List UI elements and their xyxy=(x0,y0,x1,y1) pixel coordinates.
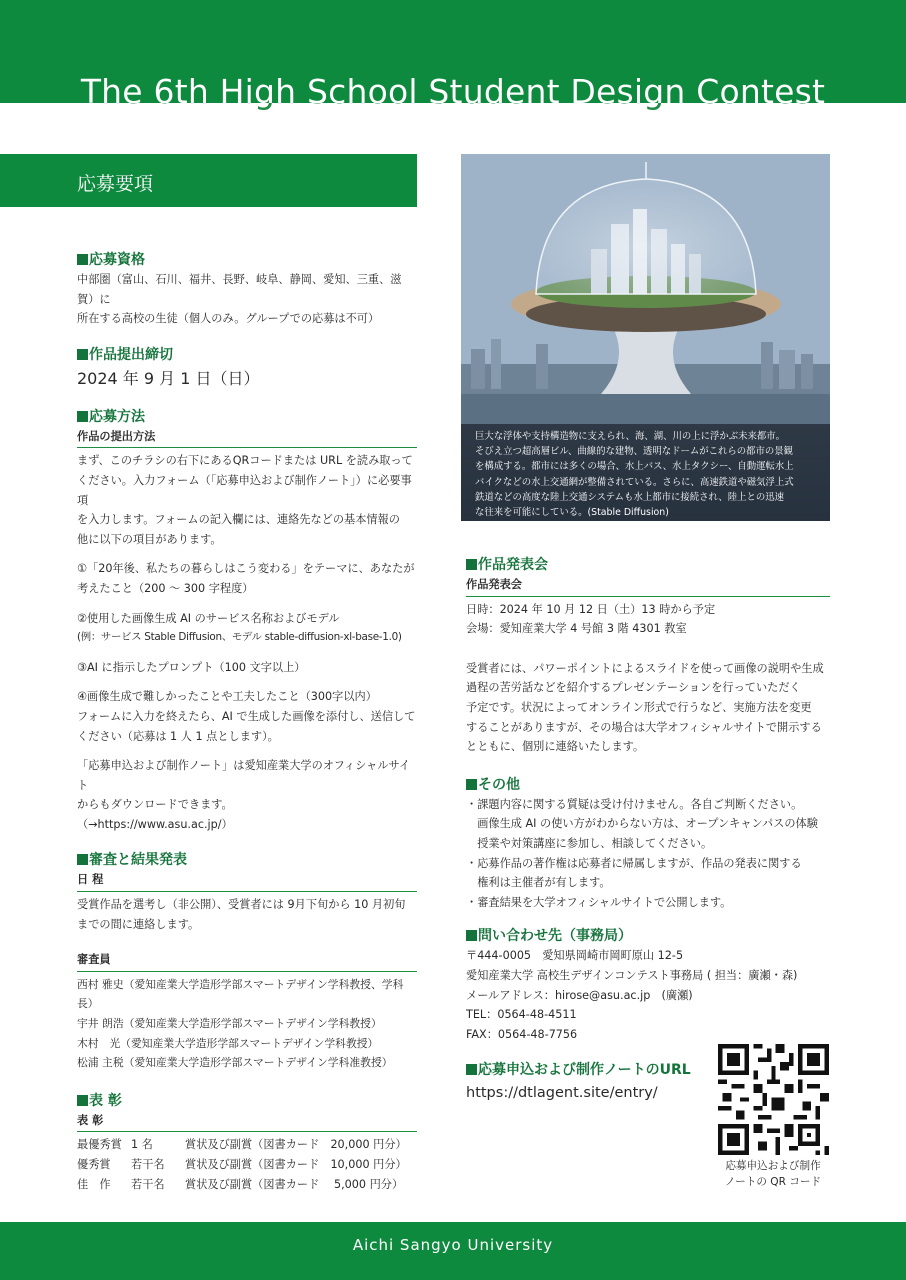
presentation-venue: 会場：愛知産業大学 4 号館 3 階 4301 教室 xyxy=(466,622,687,636)
image-caption-line: を構成する。都市には多くの場合、水上バス、水上タクシー、自動運転水上 xyxy=(475,461,794,473)
award-name: 最優秀賞 xyxy=(77,1138,122,1152)
method-intro-line: を入力します。フォームの記入欄には、連絡先などの基本情報の xyxy=(77,513,400,527)
review-subheading: 日 程 xyxy=(77,870,417,892)
review-heading: 審査と結果発表 xyxy=(77,850,417,870)
judges-label: 審査員 xyxy=(77,950,417,972)
presentation-body: 受賞者には、パワーポイントによるスライドを使って画像の説明や生成 xyxy=(466,661,824,675)
presentation-body: 予定です。状況によってオンライン形式で行うなど、実施方法を変更 xyxy=(466,700,812,714)
presentation-heading: 作品発表会 xyxy=(466,555,830,575)
method-item-4: ください（応募は 1 人 1 点とします）。 xyxy=(77,729,279,743)
award-count: 1 名 xyxy=(131,1138,153,1152)
future-city-illustration xyxy=(461,154,830,424)
contact-line: 〒444-0005 愛知県岡崎市岡町原山 12-5 xyxy=(466,949,684,963)
method-subheading: 作品の提出方法 xyxy=(77,427,417,449)
award-row xyxy=(77,1175,417,1195)
image-caption-line: そびえ立つ超高層ビル、曲線的な建物、透明なドームがこれらの都市の景観 xyxy=(475,446,794,458)
other-item: ・応募作品の著作権は応募者に帰属しますが、作品の発表に関する xyxy=(466,856,802,870)
footer-band xyxy=(0,1222,906,1280)
method-note-link[interactable]: （→https://www.asu.ac.jp/） xyxy=(77,817,233,831)
page-title: The 6th High School Student Design Contest xyxy=(0,70,906,114)
award-row xyxy=(77,1135,417,1155)
award-prize: 賞状及び副賞（図書カード 20,000 円分） xyxy=(185,1138,407,1152)
entry-url-link[interactable]: https://dtlagent.site/entry/ xyxy=(466,1085,658,1102)
presentation-body: 過程の苦労話などを紹介するプレゼンテーションを行っていただく xyxy=(466,681,801,695)
award-row xyxy=(77,1155,417,1175)
presentation-datetime: 日時：2024 年 10 月 12 日（土）13 時から予定 xyxy=(466,602,716,616)
method-note: 「応募申込および制作ノート」は愛知産業大学のオフィシャルサイト xyxy=(77,759,411,792)
judge-line: 西村 雅史（愛知産業大学造形学部スマートデザイン学科教授、学科長） xyxy=(77,977,404,1011)
other-item: ・審査結果を大学オフィシャルサイトで公開します。 xyxy=(466,895,732,909)
award-prize: 賞状及び副賞（図書カード 10,000 円分） xyxy=(185,1158,407,1171)
eligibility-line: 所在する高校の生徒（個人のみ。グループでの応募は不可） xyxy=(77,312,380,326)
deadline-heading: 作品提出締切 xyxy=(77,345,417,365)
qr-caption-line: 応募申込および制作 xyxy=(725,1160,821,1172)
method-item-1: ①「20年後、私たちの暮らしはこう変わる」をテーマに、あなたが xyxy=(77,562,415,576)
method-heading: 応募方法 xyxy=(77,407,417,427)
award-count: 若干名 xyxy=(131,1177,165,1191)
method-intro-line: まず、このチラシの右下にあるQRコードまたは URL を読み取って xyxy=(77,454,413,468)
contact-line: 愛知産業大学 高校生デザインコンテスト事務局 ( 担当：廣瀬・森) xyxy=(466,968,798,982)
section-banner-label: 応募要項 xyxy=(77,173,154,195)
method-item-3: ③AI に指示したプロンプト（100 文字以上） xyxy=(77,660,306,674)
footer-label: Aichi Sangyo University xyxy=(352,1236,554,1254)
presentation-body: とともに、個別に連絡いたします。 xyxy=(466,740,645,754)
method-item-1: 考えたこと（200 ～ 300 字程度） xyxy=(77,581,254,595)
review-line: 受賞作品を選考し（非公開）、受賞者には 9月下旬から 10 月初旬 xyxy=(77,898,406,912)
other-item: 権利は主催者が有します。 xyxy=(466,876,611,890)
contact-email[interactable]: メールアドレス：hirose@asu.ac.jp (廣瀬) xyxy=(466,988,693,1002)
presentation-body: することがありますが、その場合は大学オフィシャルサイトで開示する xyxy=(466,720,822,734)
judge-line: 松浦 主税（愛知産業大学造形学部スマートデザイン学科准教授） xyxy=(77,1056,393,1070)
deadline-date: 2024 年 9 月 1 日（日） xyxy=(77,368,260,388)
eligibility-heading: 応募資格 xyxy=(77,250,417,270)
image-caption-line: バイクなどの水上交通網が整備されている。さらに、高速鉄道や磁気浮上式 xyxy=(475,476,794,488)
image-caption-line: 巨大な浮体や支持構造物に支えられ、海、湖、川の上に浮かぶ未来都市。 xyxy=(475,431,785,442)
method-intro-line: 他に以下の項目があります。 xyxy=(77,532,222,546)
judge-line: 木村 光（愛知産業大学造形学部スマートデザイン学科教授） xyxy=(77,1036,379,1050)
contact-heading: 問い合わせ先（事務局） xyxy=(466,926,830,946)
entry-heading: 応募申込および制作ノートのURL xyxy=(466,1060,830,1080)
image-caption-line: 鉄道などの高度な陸上交通システムも水上都市に接続され、陸上との迅速 xyxy=(475,491,785,503)
contact-tel: TEL：0564-48-4511 xyxy=(466,1008,577,1022)
awards-subheading: 表 彰 xyxy=(77,1111,417,1133)
method-intro-line: ください。入力フォーム（「応募申込および制作ノート」）に必要事項 xyxy=(77,473,412,507)
qr-code[interactable] xyxy=(718,1044,829,1155)
qr-caption-line: ノートの QR コード xyxy=(724,1176,822,1188)
award-name: 優秀賞 xyxy=(77,1158,111,1171)
method-item-4: ④画像生成で難しかったことや工夫したこと（300字以内） xyxy=(77,690,377,704)
qr-caption xyxy=(708,1158,838,1190)
awards-heading: 表 彰 xyxy=(77,1091,417,1111)
left-column xyxy=(77,250,417,1194)
judge-line: 宇井 朗浩（愛知産業大学造形学部スマートデザイン学科教授） xyxy=(77,1017,382,1031)
award-name: 佳 作 xyxy=(77,1177,111,1191)
contact-fax: FAX：0564-48-7756 xyxy=(466,1027,578,1041)
section-banner xyxy=(0,154,417,207)
presentation-subheading: 作品発表会 xyxy=(466,575,830,597)
method-item-2: ②使用した画像生成 AI のサービス名称およびモデル xyxy=(77,611,340,625)
award-count: 若干名 xyxy=(131,1158,165,1171)
method-note: からもダウンロードできます。 xyxy=(77,798,233,812)
qr-code-pattern xyxy=(718,1044,829,1155)
image-caption-box xyxy=(461,424,830,521)
method-item-2: (例：サービス Stable Diffusion、モデル stable-diffusion-xl-base-1.0) xyxy=(77,631,402,644)
award-prize: 賞状及び副賞（図書カード 5,000 円分） xyxy=(185,1177,404,1191)
method-item-4: フォームに入力を終えたら、AI で生成した画像を添付し、送信して xyxy=(77,709,416,723)
future-city-image xyxy=(461,154,830,521)
right-column xyxy=(466,555,830,1104)
image-caption-line: な往来を可能にしている。(Stable Diffusion) xyxy=(475,507,669,519)
other-heading: その他 xyxy=(466,775,830,795)
other-item: ・課題内容に関する質疑は受け付けません。各自ご判断ください。 xyxy=(466,797,803,811)
eligibility-line: 中部圏（富山、石川、福井、長野、岐阜、静岡、愛知、三重、滋賀）に xyxy=(77,273,402,306)
review-line: までの間に連絡します。 xyxy=(77,917,200,931)
other-item: 授業や対策講座に参加し、相談してください。 xyxy=(466,836,713,850)
other-item: 画像生成 AI の使い方がわからない方は、オープンキャンパスの体験 xyxy=(466,817,818,831)
